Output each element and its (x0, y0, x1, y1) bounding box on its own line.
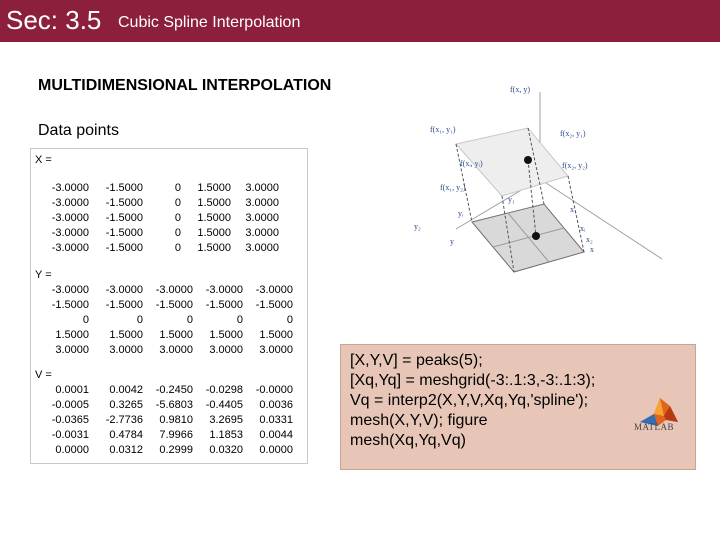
matrix-cell: 7.9966 (159, 429, 193, 441)
matrix-cell: 0.9810 (159, 414, 193, 426)
matrix-cell: 3.0000 (109, 344, 143, 356)
matrix-cell: 0 (136, 314, 143, 326)
matrix-cell: -0.0000 (255, 384, 293, 396)
section-number: Sec: 3.5 (6, 5, 102, 35)
matrix-cell: 0.0044 (259, 429, 293, 441)
matrix-row (31, 196, 307, 211)
matrix-cell: 1.5000 (197, 212, 231, 224)
matrix-cell: 1.5000 (55, 329, 89, 341)
matrix-cell: 0.0331 (259, 414, 293, 426)
label-xi: xᵢ (580, 224, 586, 233)
matrix-cell: 1.5000 (197, 227, 231, 239)
matrix-cell: 3.2695 (209, 414, 243, 426)
label-y2: y₂ (414, 222, 421, 231)
matrix-cell: -1.5000 (105, 182, 143, 194)
matrix-row (31, 283, 307, 298)
matrix-cell: 0.0320 (209, 444, 243, 456)
code-line: mesh(X,Y,V); figure (350, 412, 488, 429)
matrix-cell: 3.0000 (245, 212, 279, 224)
matrix-cell: 0.0000 (55, 444, 89, 456)
matrix-cell: 3.0000 (209, 344, 243, 356)
matrix-cell: 1.1853 (209, 429, 243, 441)
matrix-cell: -3.0000 (155, 284, 193, 296)
matrix-row (31, 313, 307, 328)
matrix-cell: 0.0001 (55, 384, 89, 396)
code-line: [X,Y,V] = peaks(5); (350, 352, 483, 369)
matrix-cell: -3.0000 (51, 242, 89, 254)
matrix-cell: -0.2450 (155, 384, 193, 396)
matrix-cell: 0 (236, 314, 243, 326)
matrix-cell: 0.3265 (109, 399, 143, 411)
matrix-row (31, 211, 307, 226)
query-point (532, 232, 540, 240)
matrix-cell: -1.5000 (105, 197, 143, 209)
matrix-row (31, 328, 307, 343)
label-f21: f(x₂, y₁) (560, 129, 586, 138)
matrix-row (31, 226, 307, 241)
label-f11: f(x₁, y₁) (430, 125, 456, 134)
matrix-cell: 0 (186, 314, 193, 326)
matrix-cell: -3.0000 (51, 212, 89, 224)
matrix-cell: 1.5000 (209, 329, 243, 341)
x-label: X = (35, 154, 52, 166)
matrix-cell: 1.5000 (159, 329, 193, 341)
matrix-cell: 0 (82, 314, 89, 326)
matlab-logo-text: MATLAB (634, 422, 675, 432)
label-y1: y₁ (508, 195, 515, 204)
matrix-row (31, 181, 307, 196)
y-label: Y = (35, 269, 52, 281)
matrix-cell: 0.4784 (109, 429, 143, 441)
matrix-cell: 0 (174, 197, 181, 209)
label-f22: f(x₂, y₂) (562, 161, 588, 170)
matrix-row (31, 443, 307, 458)
matrix-cell: 0 (174, 182, 181, 194)
label-fi: f(xᵢ, yᵢ) (460, 159, 483, 168)
matrix-cell: 3.0000 (55, 344, 89, 356)
code-line: Vq = interp2(X,Y,V,Xq,Yq,'spline'); (350, 392, 589, 409)
matrix-cell: 1.5000 (259, 329, 293, 341)
data-points-label: Data points (38, 122, 119, 139)
matrix-cell: -1.5000 (51, 299, 89, 311)
matrix-row (31, 398, 307, 413)
matrix-cell: 3.0000 (245, 182, 279, 194)
matrix-cell: -3.0000 (51, 227, 89, 239)
matrix-cell: 3.0000 (245, 242, 279, 254)
page-heading: MULTIDIMENSIONAL INTERPOLATION (38, 77, 332, 94)
title-bar (0, 0, 720, 42)
matrix-cell: 3.0000 (259, 344, 293, 356)
matrix-cell: 0 (286, 314, 293, 326)
matrix-row (31, 298, 307, 313)
matrix-cell: 3.0000 (159, 344, 193, 356)
matrix-cell: 1.5000 (109, 329, 143, 341)
matrix-cell: -1.5000 (105, 299, 143, 311)
label-y: y (450, 237, 454, 246)
matrix-cell: -0.0031 (51, 429, 89, 441)
matrix-cell: -2.7736 (105, 414, 143, 426)
code-line: [Xq,Yq] = meshgrid(-3:.1:3,-3:.1:3); (350, 372, 596, 389)
matrix-cell: -3.0000 (51, 284, 89, 296)
matrix-cell: 0.0000 (259, 444, 293, 456)
matrix-cell: 1.5000 (197, 182, 231, 194)
matrix-cell: 0 (174, 212, 181, 224)
matrix-cell: -3.0000 (205, 284, 243, 296)
label-x2: x₂ (586, 235, 593, 244)
matrix-cell: -0.0298 (205, 384, 243, 396)
matrix-cell: -1.5000 (205, 299, 243, 311)
matrix-cell: 0.0042 (109, 384, 143, 396)
matrix-cell: -3.0000 (51, 197, 89, 209)
matrix-cell: -1.5000 (105, 227, 143, 239)
matrix-cell: 3.0000 (245, 227, 279, 239)
matrix-cell: 0.0312 (109, 444, 143, 456)
bilinear-interpolation-diagram (410, 84, 710, 274)
label-yi: yᵢ (458, 209, 464, 218)
matrix-cell: -1.5000 (155, 299, 193, 311)
matrix-cell: -0.0365 (51, 414, 89, 426)
matrix-row (31, 343, 307, 358)
matrix-row (31, 413, 307, 428)
matrix-cell: -1.5000 (105, 212, 143, 224)
matrix-row (31, 428, 307, 443)
matrix-cell: 0 (174, 227, 181, 239)
label-f12: f(x₁, y₂) (440, 183, 466, 192)
matrix-cell: -1.5000 (255, 299, 293, 311)
section-title: Cubic Spline Interpolation (118, 14, 301, 31)
matrix-row (31, 383, 307, 398)
matrix-cell: -3.0000 (255, 284, 293, 296)
interpolated-point (524, 156, 532, 164)
label-x: x (590, 245, 594, 254)
matrix-cell: 1.5000 (197, 197, 231, 209)
matrix-cell: -1.5000 (105, 242, 143, 254)
matrix-cell: 0 (174, 242, 181, 254)
matrix-row (31, 241, 307, 256)
matrix-cell: -3.0000 (51, 182, 89, 194)
matrix-cell: -0.4405 (205, 399, 243, 411)
label-f-axis: f(x, y) (510, 85, 530, 94)
matrix-cell: 1.5000 (197, 242, 231, 254)
matrix-cell: -3.0000 (105, 284, 143, 296)
matrix-cell: 0.0036 (259, 399, 293, 411)
label-x1: x₁ (570, 205, 577, 214)
matrix-cell: 0.2999 (159, 444, 193, 456)
matrix-cell: -0.0005 (51, 399, 89, 411)
matrix-cell: 3.0000 (245, 197, 279, 209)
v-label: V = (35, 369, 52, 381)
code-line: mesh(Xq,Yq,Vq) (350, 432, 466, 449)
matrix-cell: -5.6803 (155, 399, 193, 411)
command-output-panel (30, 148, 308, 464)
